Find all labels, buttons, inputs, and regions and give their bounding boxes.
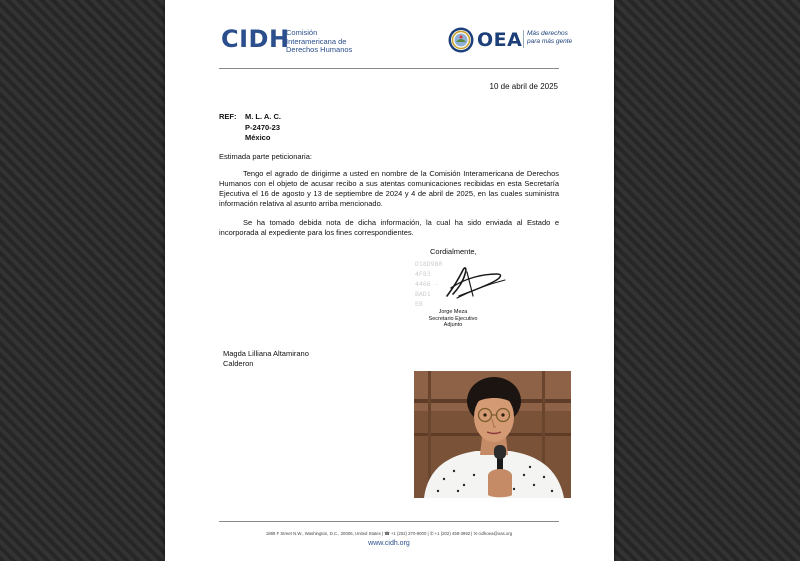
stamp-line: 4466 - <box>415 280 439 288</box>
footer-address: 1889 F Street N.W., Washington, D.C., 20006, United States | ☎ +1 (202) 370-9000 | ✆ +1 (202) 458-3992 | ✉ cidhoea@oas.org <box>265 531 513 536</box>
stamp-line: D18D9B0 <box>415 260 443 268</box>
recipient-line: Calderon <box>223 358 254 368</box>
stamp-line: BAD1 <box>415 290 431 298</box>
oea-slogan-line: para más gente <box>527 38 573 45</box>
body-paragraph-1: Tengo el agrado de dirigirme a usted en nombre de la Comisión Interamericana de Derechos Humanos con el objeto de acusar recibo a sus atentas comunicaciones recibidas en esta Secretaría Ejecutiva el 16 de agosto y 13 de septiembre de 2024 y 4 de abril de 2025, en las cuales suministra información relativa al asunto arriba mencionado. <box>219 169 559 208</box>
oea-slogan-line: Más derechos <box>527 30 568 37</box>
signer-line: Jorge Meza <box>438 309 468 315</box>
letter-page <box>165 0 614 561</box>
oea-slogan <box>527 30 587 46</box>
signer-block <box>423 309 483 329</box>
ref-block <box>245 112 281 144</box>
ref-line: P-2470-23 <box>245 122 281 132</box>
oea-seal-icon <box>448 27 474 53</box>
recipient-name <box>223 349 323 368</box>
speaker-photo <box>414 371 571 498</box>
cidh-name <box>286 29 366 55</box>
salutation: Estimada parte peticionaria: <box>219 152 312 161</box>
signer-line: Secretario Ejecutivo <box>428 315 478 322</box>
handwritten-signature <box>413 258 523 304</box>
cidh-logo-text: CIDH <box>221 25 290 53</box>
stamp-line: EB <box>415 300 423 308</box>
footer-divider <box>219 521 559 522</box>
header-divider <box>219 68 559 69</box>
oea-separator <box>523 30 524 48</box>
recipient-line: Magda Lilliana Altamirano <box>223 349 309 358</box>
letter-date: 10 de abril de 2025 <box>489 82 558 91</box>
body-paragraph-2: Se ha tomado debida nota de dicha información, la cual ha sido enviada al Estado e incorporada al expediente para los fines correspondientes. <box>219 218 559 237</box>
cidh-name-line: Derechos Humanos <box>286 45 353 54</box>
closing: Cordialmente, <box>430 247 477 256</box>
footer-website-link[interactable]: www.cidh.org <box>368 540 410 547</box>
cidh-name-line: Comisión <box>286 28 318 37</box>
oea-logo-text: OEA <box>477 29 523 51</box>
ref-line: M. L. A. C. <box>245 112 281 121</box>
stamp-line: 4F83 <box>415 270 431 278</box>
cidh-name-line: Interamericana de <box>286 36 347 46</box>
signer-line: Adjunto <box>443 322 463 328</box>
ref-line: México <box>245 133 271 142</box>
ref-label: REF: <box>219 112 237 121</box>
cidh-logo <box>221 26 290 52</box>
